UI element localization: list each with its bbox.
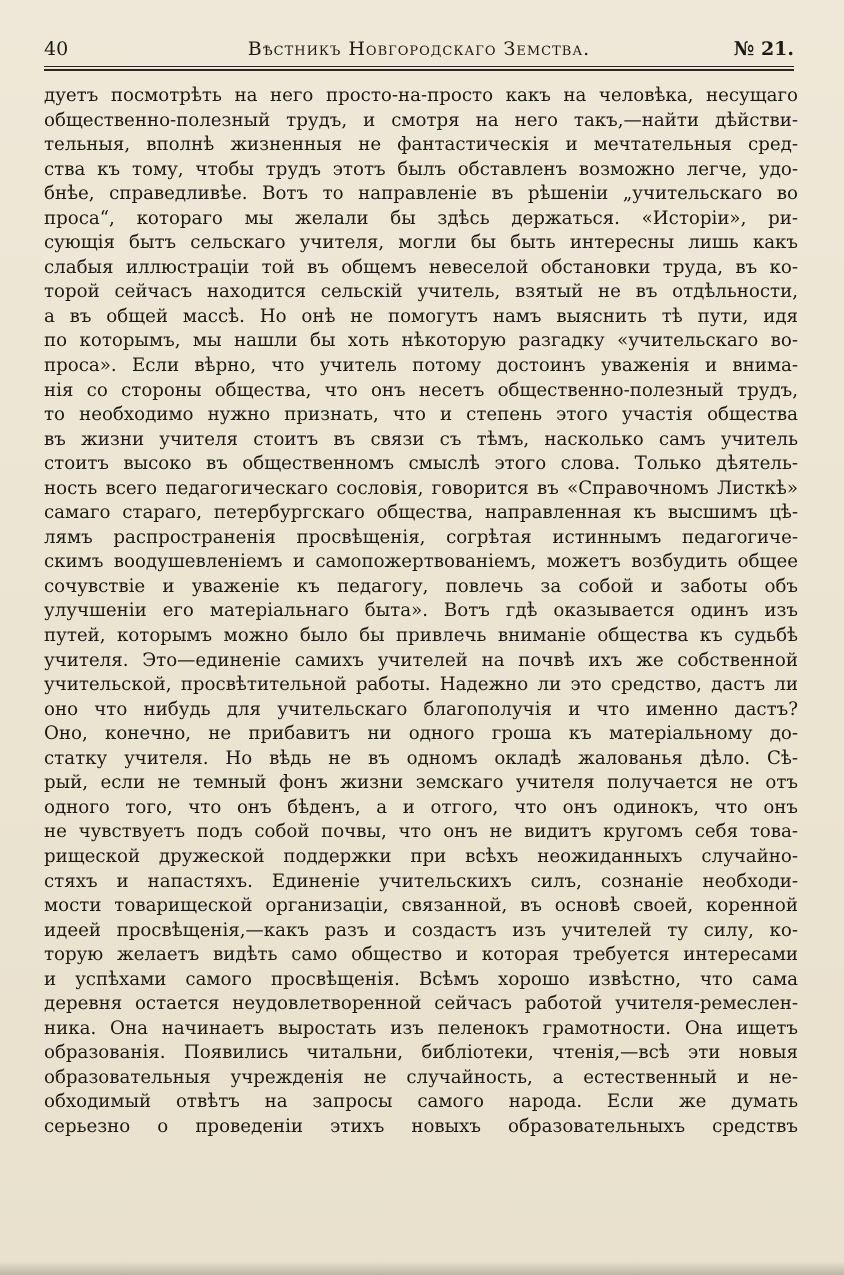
text-line: въ жизни учителя стоитъ въ связи съ тѣмъ, насколько самъ учитель <box>44 428 798 450</box>
header-rule-double <box>44 69 794 71</box>
text-line: ника. Она начинаетъ выростать изъ пеленокъ грамотности. Она ищетъ <box>44 1017 798 1039</box>
text-line: образовательныя учрежденія не случайность, а естественный и не- <box>44 1066 798 1088</box>
text-line: а въ общей массѣ. Но онѣ не помогутъ намъ выяснить тѣ пути, идя <box>44 305 798 327</box>
body-text <box>44 84 798 1140</box>
text-line: рищеской дружеской поддержки при всѣхъ неожиданныхъ случайно- <box>44 845 798 867</box>
text-line: одного того, что онъ бѣденъ, а и отгого, что онъ одинокъ, что онъ <box>44 796 798 818</box>
text-line: идеей просвѣщенія,—какъ разъ и создастъ изъ учителей ту силу, ко- <box>44 919 798 941</box>
text-line: учителя. Это—единеніе самихъ учителей на почвѣ ихъ же собственной <box>44 649 798 671</box>
text-line: проса». Если вѣрно, что учитель потому достоинъ уваженія и внима- <box>44 355 798 377</box>
text-line: слабыя иллюстраціи той въ общемъ невеселой обстановки труда, въ ко- <box>44 256 798 278</box>
text-line: бнѣе, справедливѣе. Вотъ то направленіе въ рѣшеніи „учительскаго во <box>44 183 798 205</box>
text-line: стоитъ высоко въ общественномъ смыслѣ этого слова. Только дѣятель- <box>44 453 798 475</box>
header-rule <box>44 66 794 67</box>
text-line: обходимый отвѣтъ на запросы самого народа. Если же думать <box>44 1091 798 1113</box>
text-line: и успѣхами самого просвѣщенія. Всѣмъ хорошо извѣстно, что сама <box>44 968 798 990</box>
text-line: серьезно о проведеніи этихъ новыхъ образовательныхъ средствъ <box>44 1115 798 1137</box>
text-line: деревня остается неудовлетворенной сейчасъ работой учителя-ремеслен- <box>44 993 798 1015</box>
text-line: путей, которымъ можно было бы привлечь вниманіе общества къ судьбѣ <box>44 625 798 647</box>
text-line: тельныя, вполнѣ жизненныя не фантастическія и мечтательныя сред- <box>44 134 798 156</box>
issue-number: № 21. <box>733 38 794 60</box>
text-line: проса“, котораго мы желали бы здѣсь держаться. «Исторіи», ри- <box>44 207 798 229</box>
text-line: торую желаетъ видѣть само общество и которая требуется интересами <box>44 944 798 966</box>
text-line: рый, если не темный фонъ жизни земскаго учителя получается не отъ <box>44 772 798 794</box>
text-line: нія со стороны общества, что онъ несетъ общественно-полезный трудъ, <box>44 379 798 401</box>
text-line: статку учителя. Но вѣдь не въ одномъ окладѣ жалованья дѣло. Сѣ- <box>44 747 798 769</box>
text-line: по которымъ, мы нашли бы хоть нѣкоторую разгадку «учительскаго во- <box>44 330 798 352</box>
text-line: торой сейчасъ находится сельскій учитель, взятый не въ отдѣльности, <box>44 281 798 303</box>
text-line: дуетъ посмотрѣть на него просто-на-просто какъ на человѣка, несущаго <box>44 85 798 106</box>
text-line: общественно-полезный трудъ, и смотря на него такъ,—найти дѣйстви- <box>44 109 798 131</box>
text-line: оно что нибудь для учительскаго благополучія и что именно дастъ? <box>44 698 798 720</box>
text-line: не чувствуетъ подъ собой почвы, что онъ не видитъ кругомъ себя това- <box>44 821 798 843</box>
text-line: ства къ тому, чтобы трудъ этотъ былъ обставленъ возможно легче, удо- <box>44 158 798 180</box>
text-line: улучшеніи его матеріальнаго быта». Вотъ гдѣ оказывается одинъ изъ <box>44 600 798 622</box>
text-line: самаго стараго, петербургскаго общества, направленная къ высшимъ цѣ- <box>44 502 798 524</box>
text-line: скимъ воодушевленіемъ и самопожертвованіемъ, можетъ возбудить общее <box>44 551 798 573</box>
text-line: лямъ распространенія просвѣщенія, согрѣтая истиннымъ педагогиче- <box>44 526 798 548</box>
text-line: сующія бытъ сельскаго учителя, могли бы быть интересны лишь какъ <box>44 232 798 254</box>
page-edge-shadow <box>0 1261 844 1275</box>
text-line: то необходимо нужно признать, что и степень этого участія общества <box>44 404 798 426</box>
text-line: образованія. Появились читальни, библіотеки, чтенія,—всѣ эти новыя <box>44 1042 798 1064</box>
journal-title: Вѣстникъ Новгородскаго Земства. <box>247 38 591 60</box>
text-line: мости товарищеской организаціи, связанной, въ основѣ своей, коренной <box>44 895 798 917</box>
page-number: 40 <box>44 38 69 60</box>
text-line: учительской, просвѣтительной работы. Надежно ли это средство, дастъ ли <box>44 674 798 696</box>
running-header <box>44 34 794 64</box>
text-line: стяхъ и напастяхъ. Единеніе учительскихъ силъ, сознаніе необходи- <box>44 870 798 892</box>
text-line: Оно, конечно, не прибавитъ ни одного гроша къ матеріальному до- <box>44 723 798 745</box>
text-line: ность всего педагогическаго сословія, говорится въ «Справочномъ Листкѣ» <box>44 477 798 499</box>
text-line: сочувствіе и уваженіе къ педагогу, повлечь за собой и заботы объ <box>44 575 798 597</box>
